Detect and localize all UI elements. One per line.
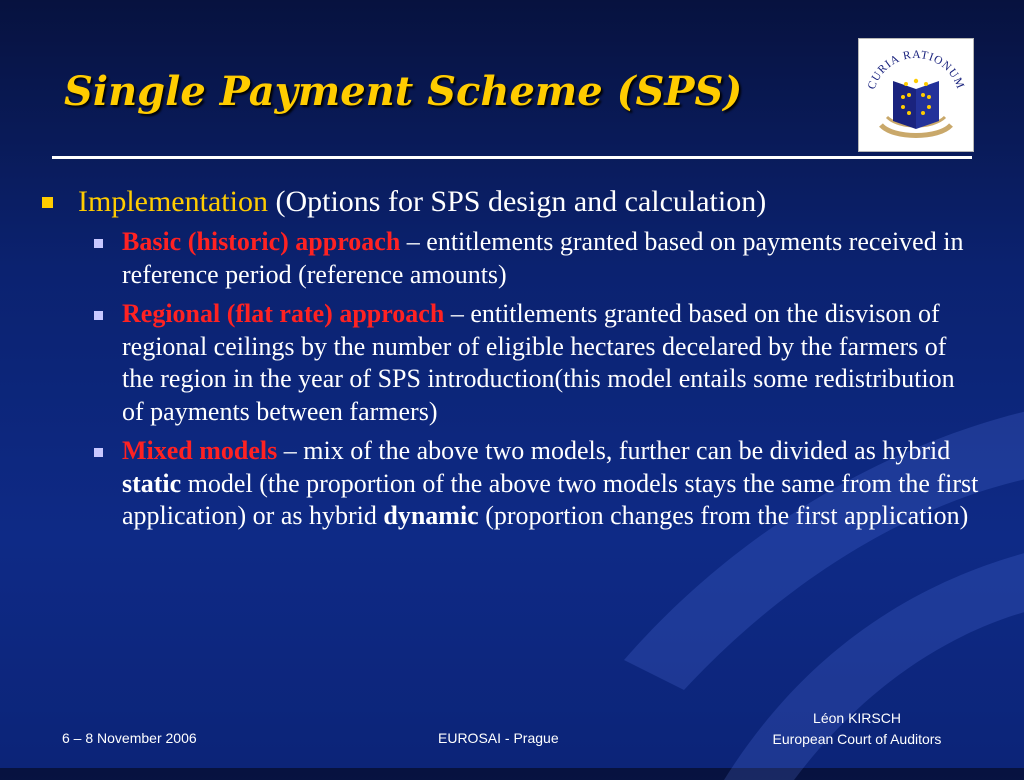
footer-organization: European Court of Auditors xyxy=(772,731,942,747)
footer-event: EUROSAI - Prague xyxy=(438,730,559,746)
title-divider xyxy=(52,156,972,159)
footer-author-block xyxy=(752,708,962,750)
slide-body xyxy=(38,184,978,540)
list-item xyxy=(38,226,982,291)
court-logo xyxy=(858,38,974,152)
static-keyword: static xyxy=(122,468,182,498)
item-text-continued: model (the proportion of the above two models stays the same from the first application) or as hybrid xyxy=(122,468,979,530)
item-text: – entitlements granted based on payments received in reference period (reference amounts) xyxy=(122,227,964,289)
item-term: Regional (flat rate) approach xyxy=(122,299,445,328)
item-text: – mix of the above two models, further can be divided as hybrid xyxy=(277,436,951,465)
svg-text:CURIA RATIONUM xyxy=(866,49,966,91)
item-term: Mixed models xyxy=(122,436,278,465)
logo-text: CURIA RATIONUM xyxy=(865,48,967,92)
square-bullet-icon xyxy=(94,239,103,248)
level1-item xyxy=(38,184,978,220)
implementation-subtitle: (Options for SPS design and calculation) xyxy=(267,185,767,218)
footer-date: 6 – 8 November 2006 xyxy=(62,730,197,746)
square-bullet-icon xyxy=(94,311,103,320)
footer-author: Léon KIRSCH xyxy=(813,710,901,726)
square-bullet-icon xyxy=(42,197,53,208)
slide-title: Single Payment Scheme (SPS) xyxy=(64,68,743,115)
dynamic-keyword: dynamic xyxy=(383,501,479,530)
square-bullet-icon xyxy=(94,448,103,457)
implementation-label: Implementation xyxy=(78,185,268,218)
item-term: Basic (historic) approach xyxy=(122,227,401,256)
list-item xyxy=(38,435,982,533)
item-text: – entitlements granted based on the disvison of regional ceilings by the number of eligible hectares decelared by the farmers of the region in the year of SPS introduction(this model entails some redistribution of payments between farmers) xyxy=(122,299,955,426)
list-item xyxy=(38,298,982,428)
item-text-end: (proportion changes from the first application) xyxy=(478,501,969,530)
